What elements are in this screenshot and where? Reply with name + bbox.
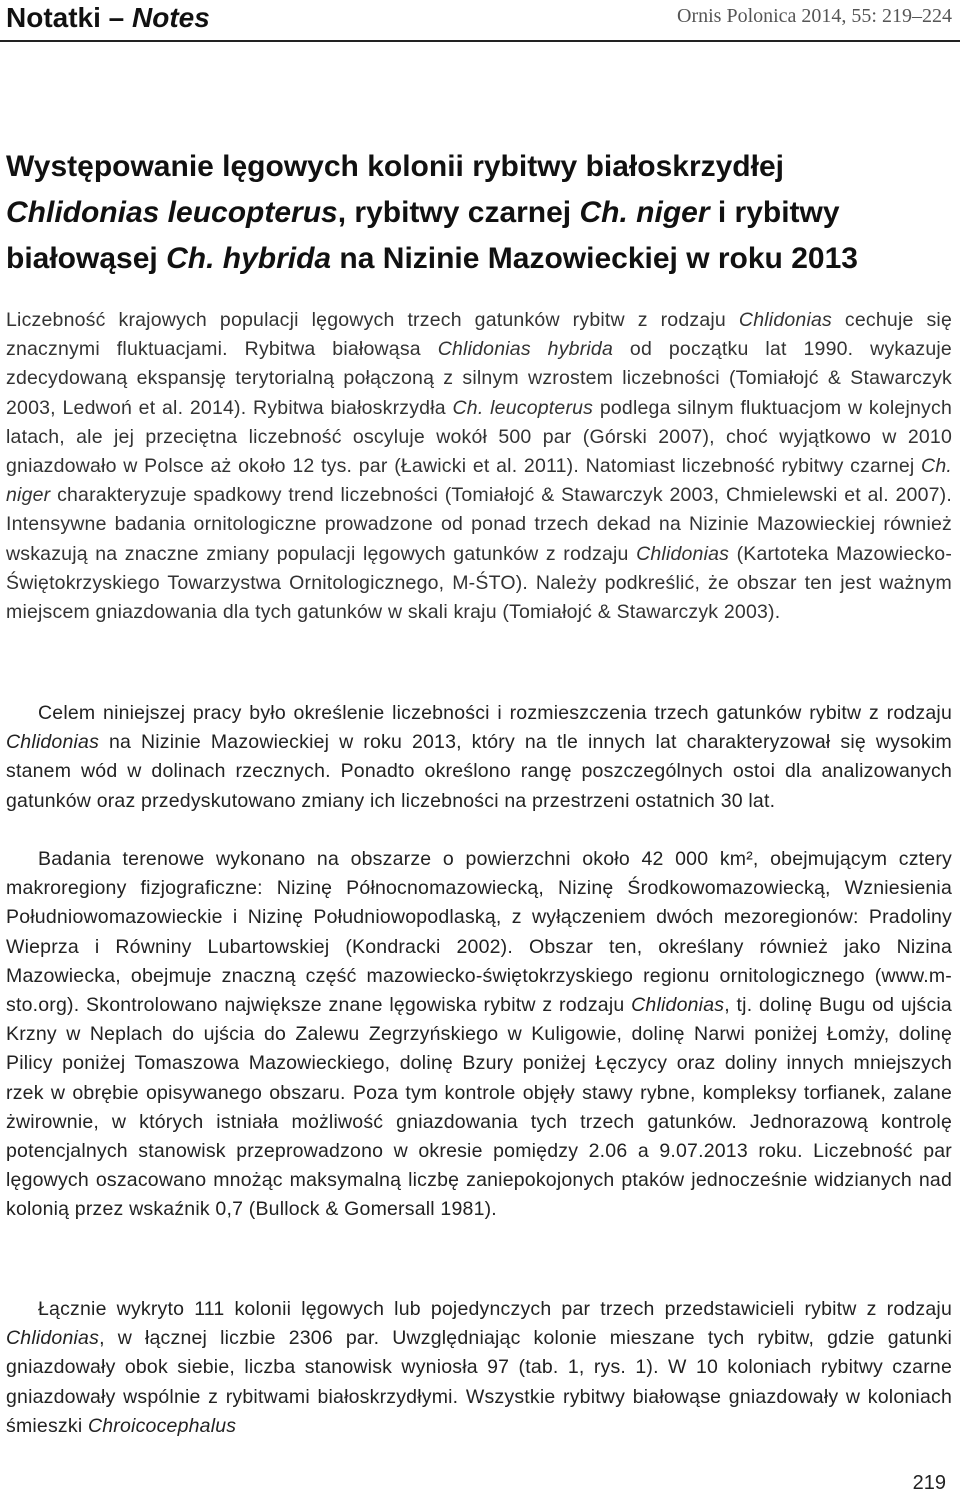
body-paragraph-results: Łącznie wykryto 111 kolonii lęgowych lub pojedynczych par trzech przedstawicieli rybitw z rodzaju Chlidonias, w łącznej liczbie 2306 par. Uwzględniając kolonie mieszane tych rybitw, gdzie gatunki gniazdowały obok siebie, liczba stanowisk wyniosła 97 (tab. 1, rys. 1). W 10 koloniach rybitwy czarne gniazdowały wspólnie z rybitwami białoskrzydłymi. Wszystkie rybitwy białowąse gniazdowały w koloniach śmieszki Chroicocephalus: [6, 1298, 952, 1437]
lead-paragraph: Liczebność krajowych populacji lęgowych trzech gatunków rybitw z rodzaju Chlidonias cechuje się znacznymi fluktuacjami. Rybitwa białowąsa Chlidonias hybrida od początku lat 1990. wykazuje zdecydowaną ekspansję terytorialną połączoną z silnym wzrostem liczebności (Tomiałojć & Stawarczyk 2003, Ledwoń et al. 2014). Rybitwa białoskrzydła Ch. leucopterus podlega silnym fluktuacjom w kolejnych latach, ale jej przeciętna liczebność oscyluje wokół 500 par (Górski 2007), choć wyjątkowo w 2010 gniazdowało w Polsce aż około 12 tys. par (Ławicki et al. 2011). Natomiast liczebność rybitwy czarnej Ch. niger charakteryzuje spadkowy trend liczebności (Tomiałojć & Stawarczyk 2003, Chmielewski et al. 2007). Intensywne badania ornitologiczne prowadzone od ponad trzech dekad na Nizinie Mazowieckiej również wskazują na znaczne zmiany populacji lęgowych gatunków z rodzaju Chlidonias (Kartoteka Mazowiecko-Świętokrzyskiego Towarzystwa Ornitologicznego, M-ŚTO). Należy podkreślić, że obszar ten jest ważnym miejscem gniazdowania dla tych gatunków w skali kraju (Tomiałojć & Stawarczyk 2003).: [6, 309, 953, 624]
page-number: 219: [912, 1472, 946, 1494]
running-header: [0, 0, 960, 42]
body-paragraph-methods: Badania terenowe wykonano na obszarze o powierzchni około 42 000 km², obejmującym cztery makroregiony fizjograficzne: Nizinę Północnomazowiecką, Nizinę Środkowomazowiecką, Wzniesienia Południowomazowieckie i Nizinę Południowopodlaską, z wyłączeniem dwóch mezoregionów: Pradoliny Wieprza i Równiny Lubartowskiej (Kondracki 2002). Obszar ten, określany również jako Nizina Mazowiecka, obejmuje znaczną część mazowiecko-świętokrzyskiego regionu ornitologicznego (www.m-sto.org). Skontrolowano największe znane lęgowiska rybitw z rodzaju Chlidonias, tj. dolinę Bugu od ujścia Krzny w Neplach do ujścia do Zalewu Zegrzyńskiego w Kuligowie, dolinę Narwi poniżej Łomży, dolinę Pilicy poniżej Tomaszowa Mazowieckiego, dolinę Bzury poniżej Łęczycy oraz doliny innych mniejszych rzek w obrębie opisywanego obszaru. Poza tym kontrole objęły stawy rybne, kompleksy torfianek, zalane żwirownie, w których istniała możliwość gniazdowania tych trzech gatunków. Jednorazową kontrolę potencjalnych stanowisk przeprowadzono w okresie pomiędzy 2.06 a 9.07.2013 roku. Liczebność par lęgowych oszacowano mnożąc maksymalną liczbę zaniepokojonych ptaków jednocześnie widzianych nad kolonią przez wskaźnik 0,7 (Bullock & Gomersall 1981).: [6, 848, 952, 1221]
body-paragraph-aim: Celem niniejszej pracy było określenie liczebności i rozmieszczenia trzech gatunków rybitw z rodzaju Chlidonias na Nizinie Mazowieckiej w roku 2013, który na tle innych lat charakteryzował się wysokim stanem wód w dolinach rzecznych. Ponadto określono rangę poszczególnych ostoi dla analizowanych gatunków oraz przedyskutowano zmiany ich liczebności na przestrzeni ostatnich 30 lat.: [6, 702, 952, 812]
article-title: Występowanie lęgowych kolonii rybitwy białoskrzydłej Chlidonias leucopterus, rybitwy czarnej Ch. niger i rybitwy białowąsej Ch. hybrida na Nizinie Mazowieckiej w roku 2013: [6, 150, 858, 275]
section-title-pl: Notatki –: [6, 2, 125, 33]
journal-citation: Ornis Polonica 2014, 55: 219–224: [677, 5, 952, 27]
section-title: [6, 0, 210, 36]
section-title-en: Notes: [132, 2, 210, 33]
